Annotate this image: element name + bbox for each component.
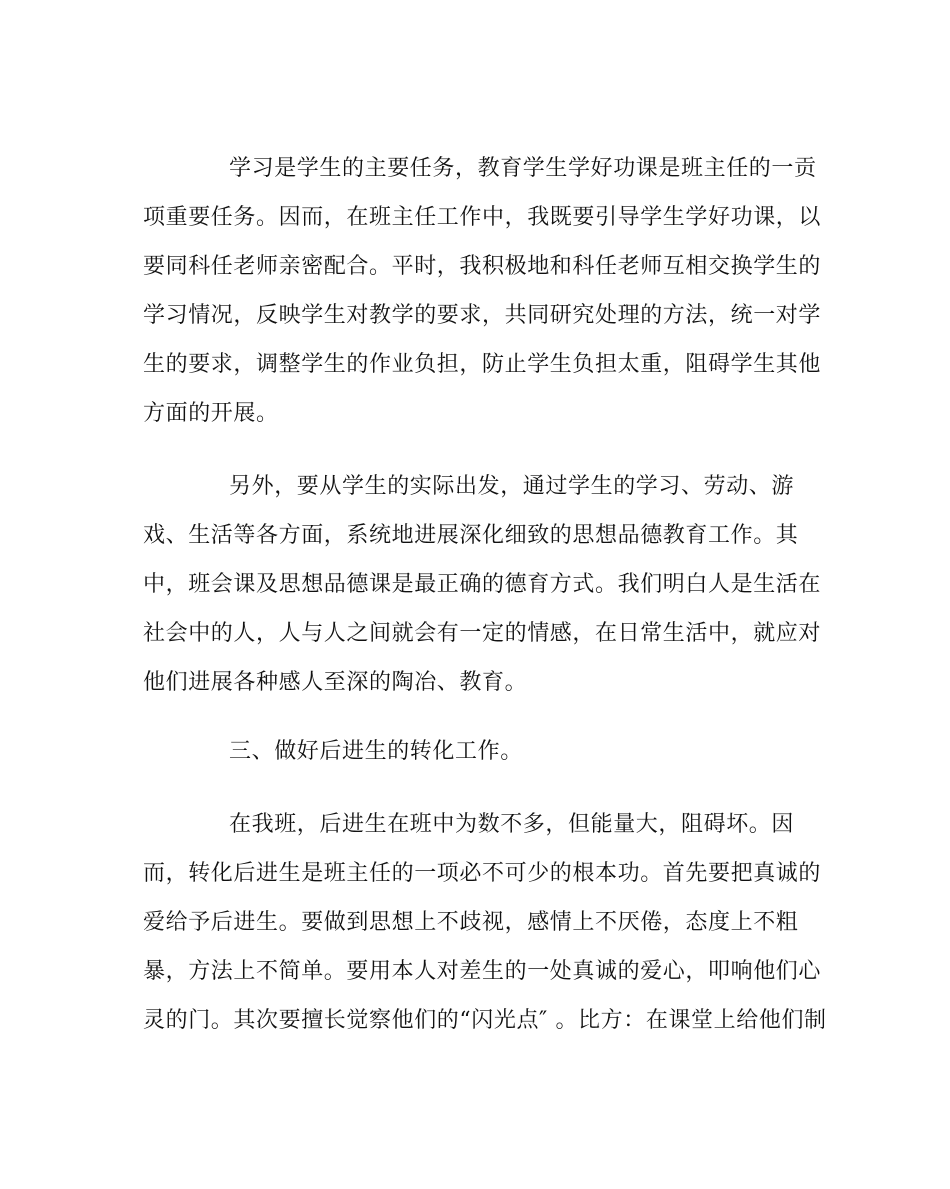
text-line: 灵的门。其次要擅长觉察他们的“闪光点″ 。比方：在课堂上给他们制 [143,1008,827,1033]
text-line: 要同科任老师亲密配合。平时，我积极地和科任老师互相交换学生的 [143,254,822,279]
text-line: 暴，方法上不简单。要用本人对差生的一处真诚的爱心，叩响他们心 [143,959,822,984]
text-line: 社会中的人，人与人之间就会有一定的情感，在日常生活中，就应对 [143,621,822,646]
paragraph-underachievers [143,800,827,1045]
paragraph-moral-education [143,462,823,707]
heading-line: 三、做好后进生的转化工作。 [229,739,523,764]
section-heading-3 [143,727,823,776]
text-line: 项重要任务。因而，在班主任工作中，我既要引导学生学好功课，以 [143,205,822,230]
text-line: 方面的开展。 [143,401,279,426]
text-line: 学习情况，反映学生对教学的要求，共同研究处理的方法，统一对学 [143,303,822,328]
text-line: 另外，要从学生的实际出发，通过学生的学习、劳动、游 [229,474,795,499]
text-line: 学习是学生的主要任务，教育学生学好功课是班主任的一贡 [229,156,817,181]
text-line: 而，转化后进生是班主任的一项必不可少的根本功。首先要把真诚的 [143,861,822,886]
text-line: 爱给予后进生。要做到思想上不歧视，感情上不厌倦，态度上不粗 [143,910,799,935]
text-line: 生的要求，调整学生的作业负担，防止学生负担太重，阻碍学生其他 [143,352,822,377]
text-line: 在我班，后进生在班中为数不多，但能量大，阻碍坏。因 [229,812,795,837]
paragraph-study-task [143,144,823,438]
text-line: 他们进展各种感人至深的陶冶、教育。 [143,670,528,695]
text-line: 戏、生活等各方面，系统地进展深化细致的思想品德教育工作。其 [143,523,799,548]
text-line: 中，班会课及思想品德课是最正确的德育方式。我们明白人是生活在 [143,572,822,597]
